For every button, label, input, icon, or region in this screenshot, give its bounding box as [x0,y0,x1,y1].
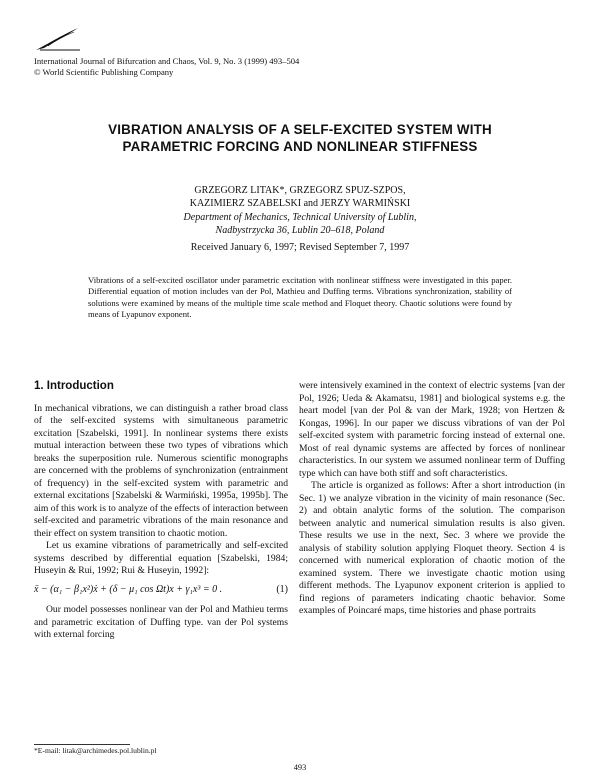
affiliation-line-2: Nadbystrzycka 36, Lublin 20–618, Poland [215,225,385,237]
right-column [299,380,565,618]
author-block [40,184,560,238]
abstract: Vibrations of a self-excited oscillator under parametric excitation with nonlinear stiffness were investigated in this paper. Differential equation of motion includes van der Pol, Mathieu and Duffing terms. Vibrations synchronization, stability of solutions were examined by means of the multiple time scale method and Floquet theory. Chaotic solutions were found by means of Lyapunov exponent. [88,275,512,320]
page-number: 493 [293,763,307,772]
section-heading-introduction: 1. Introduction [34,380,114,392]
intro-paragraph-1: In mechanical vibrations, we can distinguish a rather broad class of the self-excited systems with simultaneous parametric excitation [Szabelski, 1991]. In nonlinear systems there exists mutual interaction between these two types of vibrations which breaks the superposition rule. Numerous scientific monographs are concerned with the problems of synchronization (entrainment of frequency) in the self-excited system with parametric and external excitations [Szabelski & Warmiński, 1995a, 1995b]. The aim of this work is to analyze of the effects of interaction between self-excited and parametric vibrations of the main resonance and their effect on system transition to chaotic motion. [34,402,288,539]
publisher-line: © World Scientific Publishing Company [34,67,174,77]
equation-body: ẍ − (α₁ − β₁x²)ẋ + (δ − μ₁ cos Ωt)x + γ₁x³ = 0 . [34,583,223,595]
equation-number: (1) [276,583,288,595]
title-line-1: VIBRATION ANALYSIS OF A SELF-EXCITED SYSTEM WITH [108,122,492,137]
left-column [34,380,288,642]
affiliation-line-1: Department of Mechanics, Technical University of Lublin, [183,211,417,223]
journal-header [34,56,299,78]
intro-paragraph-5: The article is organized as follows: After a short introduction (in Sec. 1) we analyze vibration in the vicinity of main resonance (Sec. 2) and obtain analytic forms of the solution. The comparison between analytic and numerical simulation results is also given. These results we use in the next, Sec. 3 where we provide the analysis of stability solution applying Floquet theory. Section 4 is concerned with numerical exploration of chaotic motion of the examined system. There we investigate chaotic motion using different methods. The Lyapunov exponent criterion is applied to find regions of parameters indicating chaotic behavior. Some examples of Poincaré maps, time histories and phase portraits [299,480,565,616]
received-dates: Received January 6, 1997; Revised September 7, 1997 [190,242,410,253]
journal-citation: International Journal of Bifurcation and Chaos, Vol. 9, No. 3 (1999) 493–504 [34,56,300,66]
publisher-logo-icon [34,26,82,52]
intro-paragraph-2: Let us examine vibrations of parametrically and self-excited systems described by differential equation [Szabelski, 1984; Huseyin & Rui, 1992; Rui & Huseyin, 1992]: [34,540,288,576]
footnote-email: *E-mail: litak@archimedes.pol.lublin.pl [34,746,157,755]
intro-paragraph-3: Our model possesses nonlinear van der Pol and Mathieu terms and parametric excitation of Duffing type. van der Pol systems with external forcing [34,604,288,640]
equation-1 [34,584,288,597]
footnote-rule [34,744,130,745]
authors-line-1: GRZEGORZ LITAK*, GRZEGORZ SPUZ-SZPOS, [194,185,406,196]
intro-paragraph-4: were intensively examined in the context of electric systems [van der Pol, 1926; Ueda & Akamatsu, 1981] and biological systems e.g. the heart model [van der Pol & van der Mark, 1928; von Hertzen & Kongas, 1996]. In our paper we discuss vibrations of van der Pol self-excited system with parametric forcing instead of external one. Most of real dynamic systems are affected by forces of nonlinear characteristics. In our system we assumed nonlinear term of Duffing type which can have both stiff and soft characteristics. [299,380,565,479]
title-line-2: PARAMETRIC FORCING AND NONLINEAR STIFFNESS [122,139,478,154]
authors-line-2: KAZIMIERZ SZABELSKI and JERZY WARMIŃSKI [189,198,411,210]
paper-title [40,121,560,155]
